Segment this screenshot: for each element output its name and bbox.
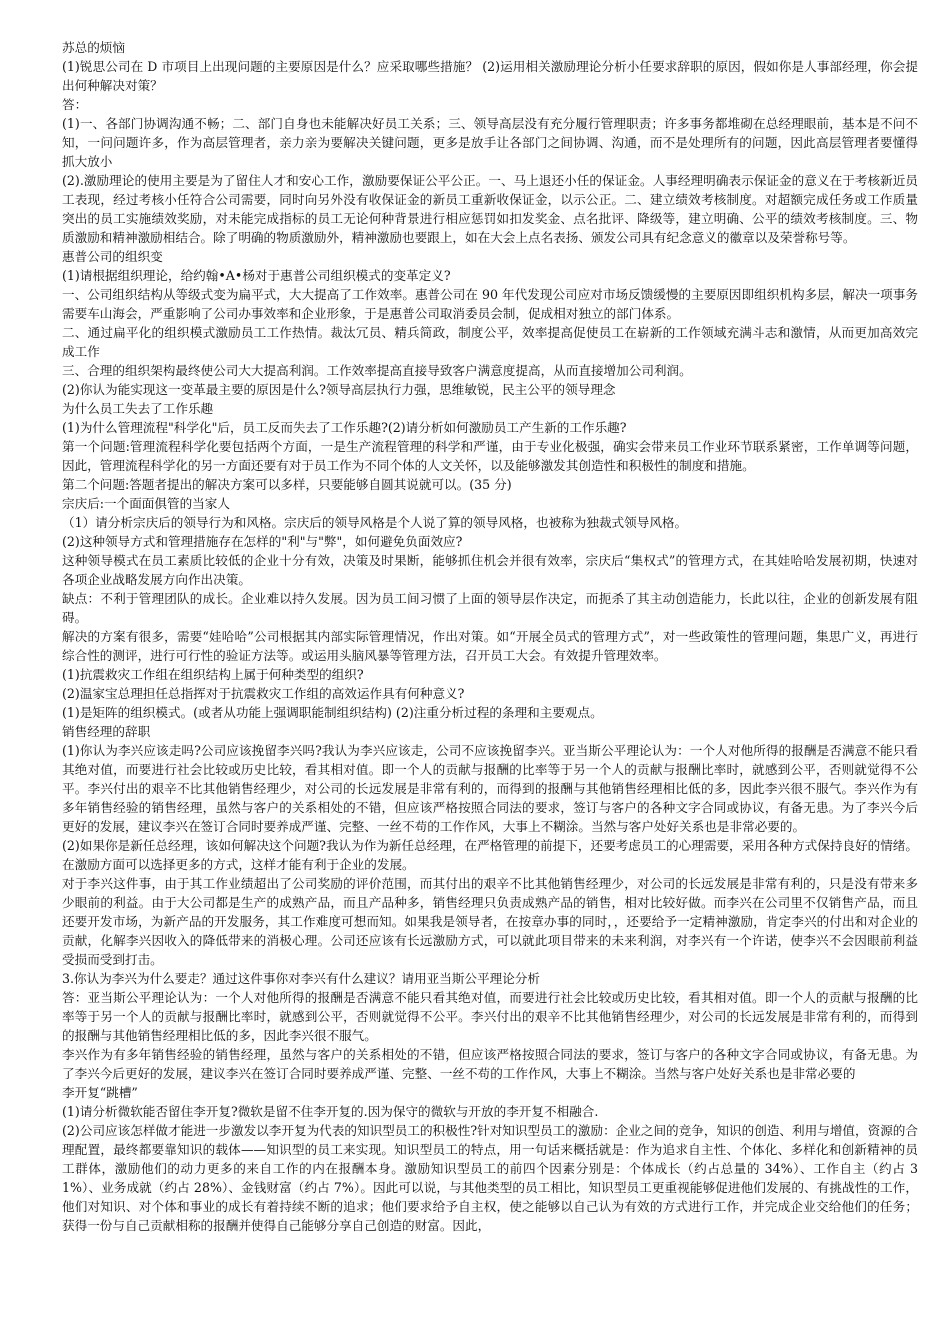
paragraph: (1)抗震救灾工作组在组织结构上属于何种类型的组织? [62, 667, 364, 682]
paragraph: (1)你认为李兴应该走吗?公司应该挽留李兴吗?我认为李兴应该走，公司不应该挽留李兴。亚当斯公平理论认为：一个人对他所得的报酬是否满意不能只看其绝对值，而要进行社会比较或历史比较，看其相对值。即一个人的贡献与报酬的比率等于另一个人的贡献与报酬比率时，就感到公平，否则就觉得不公平。李兴付出的艰辛不比其他销售经理少，对公司的长远发展是非常有利的，而得到的报酬与其他销售经理相比低的多，因此李兴很不服气。李兴作为有多年销售经验的销售经理，虽然与客户的关系相处的不错，但应该严格按照合同法的要求，签订与客户的各种文字合同或协议，有备无患。为了李兴今后更好的发展，建议李兴在签订合同时要养成严谨、完整、一丝不苟的工作作风，大事上不糊涂。当然与客户处好关系也是非常必要的。 [62, 743, 918, 834]
paragraph: (2)你认为能实现这一变革最主要的原因是什么?领导高层执行力强，思维敏锐，民主公平的领导理念 [62, 382, 616, 397]
paragraph: (2)如果你是新任总经理，该如何解决这个问题?我认为作为新任总经理，在严格管理的前提下，还要考虑员工的心理需要，采用各种方式保持良好的情绪。在激励方面可以选择更多的方式，这样才能有利于企业的发展。 [62, 838, 918, 872]
paragraph: 答： [62, 97, 88, 112]
paragraph: 惠普公司的组织变 [62, 249, 163, 264]
paragraph: 宗庆后:一个面面俱管的当家人 [62, 496, 230, 511]
paragraph: (2)温家宝总理担任总指挥对于抗震救灾工作组的高效运作具有何种意义? [62, 686, 465, 701]
paragraph: (1)一、各部门协调沟通不畅；二、部门自身也未能解决好员工关系；三、领导高层没有充分履行管理职责；许多事务都堆砌在总经理眼前，基本是不问不知，一问问题许多，作为高层管理者，亲力亲为要解决关键问题，更多是放手让各部门之间协调、沟通，而不是处理所有的问题，因此高层管理者要懂得抓大放小 [62, 116, 918, 169]
paragraph: 缺点：不利于管理团队的成长。企业难以持久发展。因为员工间习惯了上面的领导层作决定，而扼杀了其主动创造能力，长此以往，企业的创新发展有阻碍。 [62, 591, 918, 625]
paragraph: (1)请分析微软能否留住李开复?微软是留不住李开复的.因为保守的微软与开放的李开复不相融合. [62, 1104, 599, 1119]
paragraph: （1）请分析宗庆后的领导行为和风格。宗庆后的领导风格是个人说了算的领导风格，也被称为独裁式领导风格。 [62, 515, 688, 530]
paragraph: 一、公司组织结构从等级式变为扁平式，大大提高了工作效率。惠普公司在 90 年代发现公司应对市场反馈缓慢的主要原因即组织机构多层，解决一项事务需要车山海会，严重影响了公司办事效率和企业形象，于是惠普公司取消委员会制，促成相对独立的部门体系。 [62, 287, 918, 321]
paragraph: 第一个问题:管理流程科学化要包括两个方面，一是生产流程管理的科学和严谨，由于专业化极强，确实会带来员工作业环节联系紧密，工作单调等问题，因此，管理流程科学化的另一方面还要有对于员工作为不同个体的人文关怀，以及能够激发其创造性和积极性的制度和措施。 [62, 439, 918, 473]
paragraph: 对于李兴这件事，由于其工作业绩超出了公司奖励的评价范围，而其付出的艰辛不比其他销售经理少，对公司的长远发展是非常有利的，只是没有带来多少眼前的利益。由于大公司都是生产的成熟产品，而且产品种多，销售经理只负责成熟产品的销售，相对比较好做。而李兴在公司里不仅销售产品，而且还要开发市场，为新产品的开发服务，其工作难度可想而知。如果我是领导者，在按章办事的同时，，还要给予一定精神激励，肯定李兴的付出和对企业的贡献，化解李兴因收入的降低带来的消极心理。公司还应该有长远激励方式，可以就此项目带来的未来利润，对李兴有一个许诺，使李兴不会因眼前利益受损而受到打击。 [62, 876, 918, 967]
paragraph: (2).激励理论的使用主要是为了留住人才和安心工作，激励要保证公平公正。一、马上退还小任的保证金。人事经理明确表示保证金的意义在于考核新近员工表现，经过考核小任符合公司需要，同时向另外没有收保证金的新员工重新收保证金，以示公正。二、建立绩效考核制度。对超额完成任务或工作质量突出的员工实施绩效奖励，对未能完成指标的员工无论何种背景进行相应惩罚如扣发奖金、点名批评、降级等，建立明确、公平的绩效考核制度。三、物质激励和精神激励相结合。除了明确的物质激励外，精神激励也要跟上，如在大会上点名表扬、颁发公司具有纪念意义的徽章以及荣誉称号等。 [62, 173, 918, 245]
paragraph: (2)这种领导方式和管理措施存在怎样的"利"与"弊"，如何避免负面效应? [62, 534, 463, 549]
paragraph: 李开复“跳槽” [62, 1085, 138, 1100]
paragraph: (1)锐思公司在 D 市项目上出现问题的主要原因是什么？应采取哪些措施？ (2)运用相关激励理论分析小任要求辞职的原因，假如你是人事部经理，你会提出何种解决对策？ [62, 59, 918, 93]
paragraph: 解决的方案有很多，需要“娃哈哈”公司根据其内部实际管理情况，作出对策。如“开展全员式的管理方式”，对一些政策性的管理问题，集思广义，再进行综合性的测评，进行可行性的验证方法等。或运用头脑风暴等管理方法，召开员工大会。有效提升管理效率。 [62, 629, 918, 663]
paragraph: (1)为什么管理流程"科学化"后，员工反而失去了工作乐趣?(2)请分析如何激励员工产生新的工作乐趣? [62, 420, 627, 435]
paragraph: 答：亚当斯公平理论认为：一个人对他所得的报酬是否满意不能只看其绝对值，而要进行社会比较或历史比较，看其相对值。即一个人的贡献与报酬的比率等于另一个人的贡献与报酬比率时，就感到公平，否则就觉得不公平。李兴付出的艰辛不比其他销售经理少，对公司的长远发展是非常有利的，而得到的报酬与其他销售经理相比低的多，因此李兴很不服气。 [62, 990, 918, 1043]
paragraph: (2)公司应该怎样做才能进一步激发以李开复为代表的知识型员工的积极性?针对知识型员工的激励：企业之间的竞争，知识的创造、利用与增值，资源的合理配置，最终都要靠知识的载体——知识型的员工来实现。知识型员工的特点，用一句话来概括就是：作为追求自主性、个体化、多样化和创新精神的员工群体，激励他们的动力更多的来自工作的内在报酬本身。激励知识型员工的前四个因素分别是：个体成长（约占总量的 34%）、工作自主（约占 31%）、业务成就（约占 28%）、金钱财富（约占 7%）。因此可以说，与其他类型的员工相比，知识型员工更重视能够促进他们发展的、有挑战性的工作，他们对知识、对个体和事业的成长有着持续不断的追求；他们要求给予自主权，使之能够以自己认为有效的方式进行工作，并完成企业交给他们的任务；获得一份与自己贡献相称的报酬并使得自己能够分享自己创造的财富。因此， [62, 1123, 918, 1233]
paragraph: 二、通过扁平化的组织模式激励员工工作热情。裁汰冗员、精兵简政，制度公平，效率提高促使员工在崭新的工作领域充满斗志和激情，从而更加高效完成工作 [62, 325, 918, 359]
paragraph: 为什么员工失去了工作乐趣 [62, 401, 214, 416]
paragraph: 第二个问题:答题者提出的解决方案可以多样，只要能够自圆其说就可以。(35 分) [62, 477, 512, 492]
paragraph: 3.你认为李兴为什么要走？通过这件事你对李兴有什么建议？请用亚当斯公平理论分析 [62, 971, 540, 986]
paragraph: 这种领导模式在员工素质比较低的企业十分有效，决策及时果断，能够抓住机会并很有效率，宗庆后“集权式”的管理方式，在其娃哈哈发展初期，快速对各项企业战略发展方向作出决策。 [62, 553, 918, 587]
paragraph: (1)是矩阵的组织模式。(或者从功能上强调职能制组织结构) (2)注重分析过程的条理和主要观点。 [62, 705, 603, 720]
paragraph: 苏总的烦恼 [62, 40, 125, 55]
document-body [62, 38, 918, 1235]
paragraph: (1)请根据组织理论，给约翰•A•杨对于惠普公司组织模式的变革定义? [62, 268, 451, 283]
paragraph: 销售经理的辞职 [62, 724, 151, 739]
paragraph: 李兴作为有多年销售经验的销售经理，虽然与客户的关系相处的不错，但应该严格按照合同法的要求，签订与客户的各种文字合同或协议，有备无患。为了李兴今后更好的发展，建议李兴在签订合同时要养成严谨、完整、一丝不苟的工作作风，大事上不糊涂。当然与客户处好关系也是非常必要的 [62, 1047, 918, 1081]
paragraph: 三、合理的组织架构最终使公司大大提高利润。工作效率提高直接导致客户满意度提高，从而直接增加公司利润。 [62, 363, 692, 378]
